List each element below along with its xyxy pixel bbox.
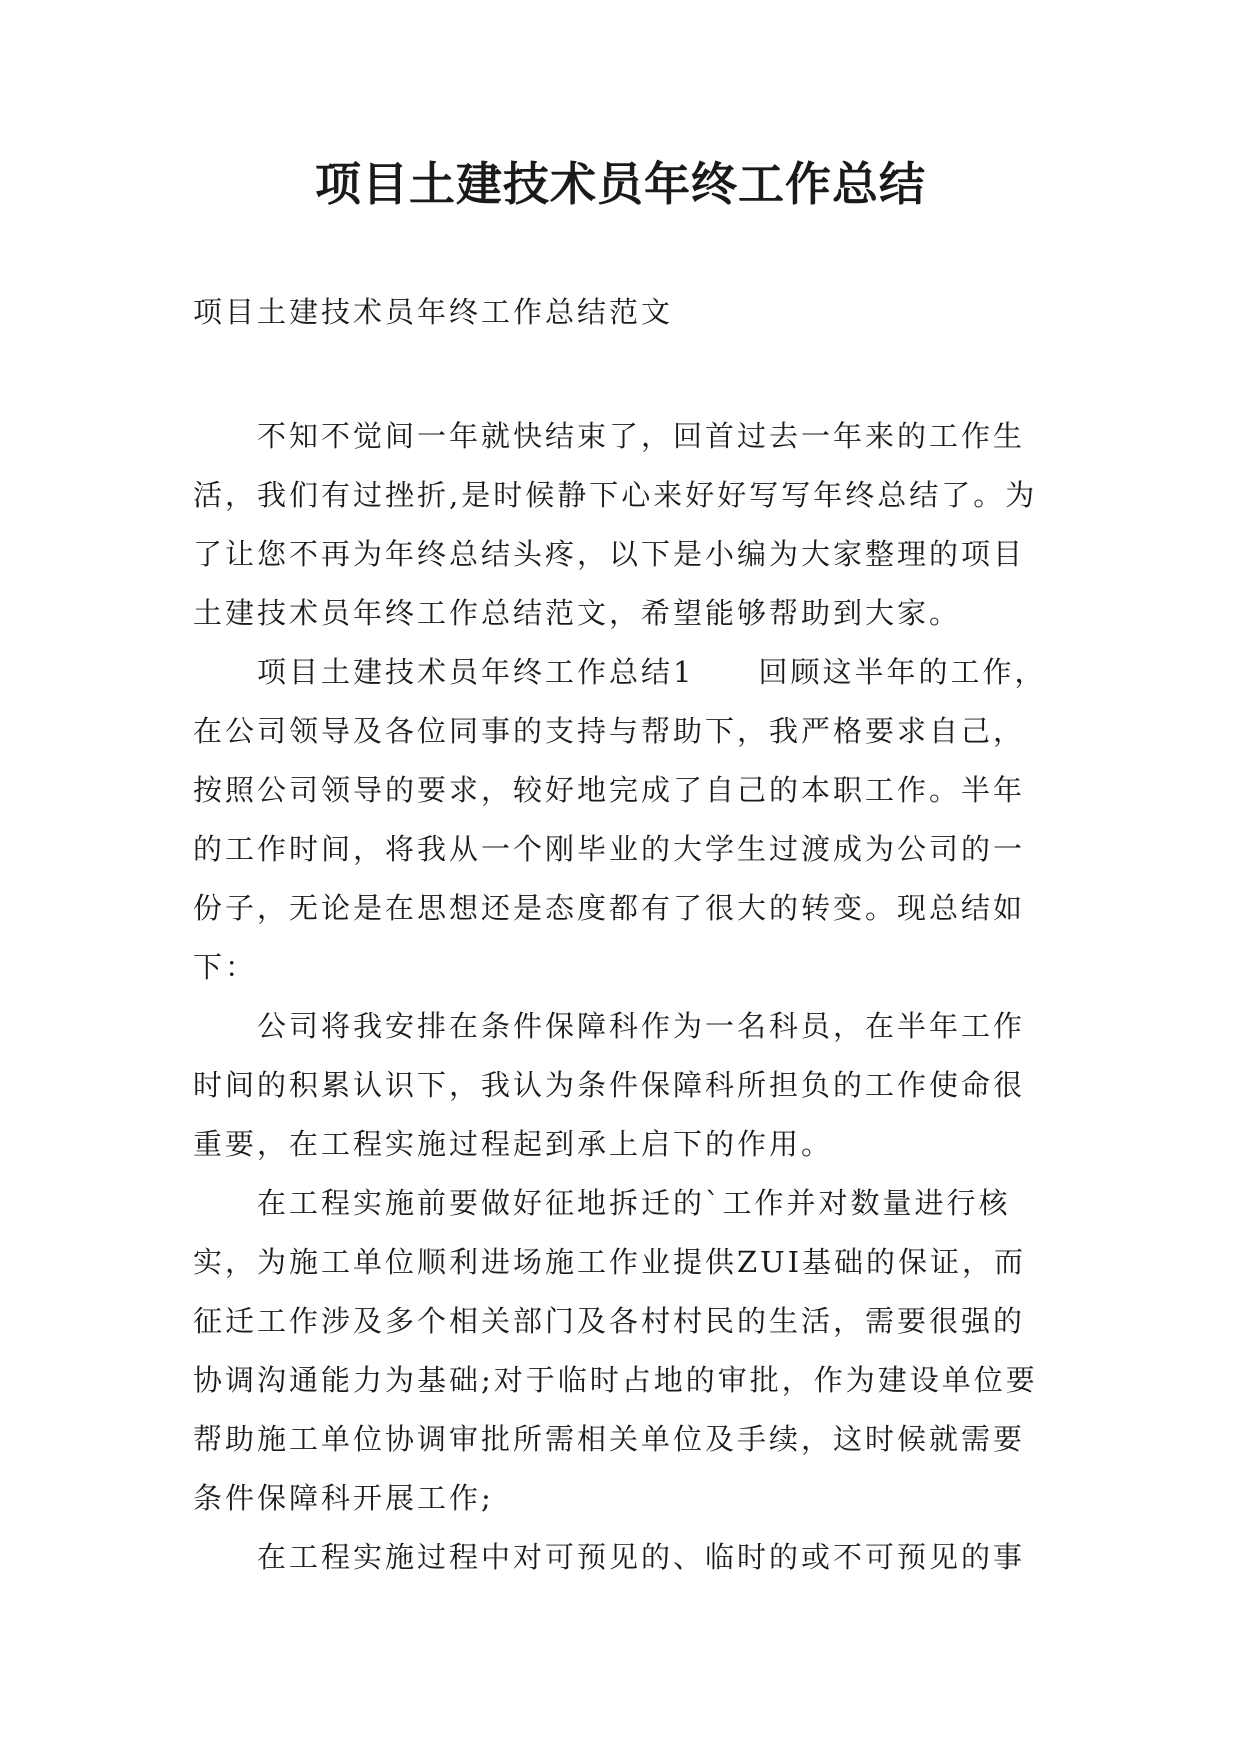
paragraph-implementation: 在工程实施过程中对可预见的、临时的或不可预见的事	[257, 1540, 1026, 1574]
paragraph-assignment: 公司将我安排在条件保障科作为一名科员，在半年工作时间的积累认识下，我认为条件保障科所担负的工作使命很重要，在工程实施过程起到承上启下的作用。	[193, 1009, 1026, 1161]
paragraph-intro: 不知不觉间一年就快结束了，回首过去一年来的工作生活，我们有过挫折,是时候静下心来好好写写年终总结了。为了让您不再为年终总结头疼，以下是小编为大家整理的项目土建技术员年终工作总结范文，希望能够帮助到大家。	[193, 419, 1038, 630]
document-title: 项目土建技术员年终工作总结	[315, 157, 926, 211]
paragraph-preparation: 在工程实施前要做好征地拆迁的`工作并对数量进行核实，为施工单位顺利进场施工作业提供ZUI基础的保证，而征迁工作涉及多个相关部门及各村村民的生活，需要很强的协调沟通能力为基础;对于临时占地的审批，作为建设单位要帮助施工单位协调审批所需相关单位及手续，这时候就需要条件保障科开展工作;	[193, 1186, 1038, 1515]
paragraph-summary-1: 项目土建技术员年终工作总结1 回顾这半年的工作，在公司领导及各位同事的支持与帮助下，我严格要求自己，按照公司领导的要求，较好地完成了自己的本职工作。半年的工作时间，将我从一个刚毕业的大学生过渡成为公司的一份子，无论是在思想还是态度都有了很大的转变。现总结如下：	[193, 655, 1047, 984]
document-body	[193, 407, 1053, 1587]
document-subtitle: 项目土建技术员年终工作总结范文	[193, 295, 674, 329]
